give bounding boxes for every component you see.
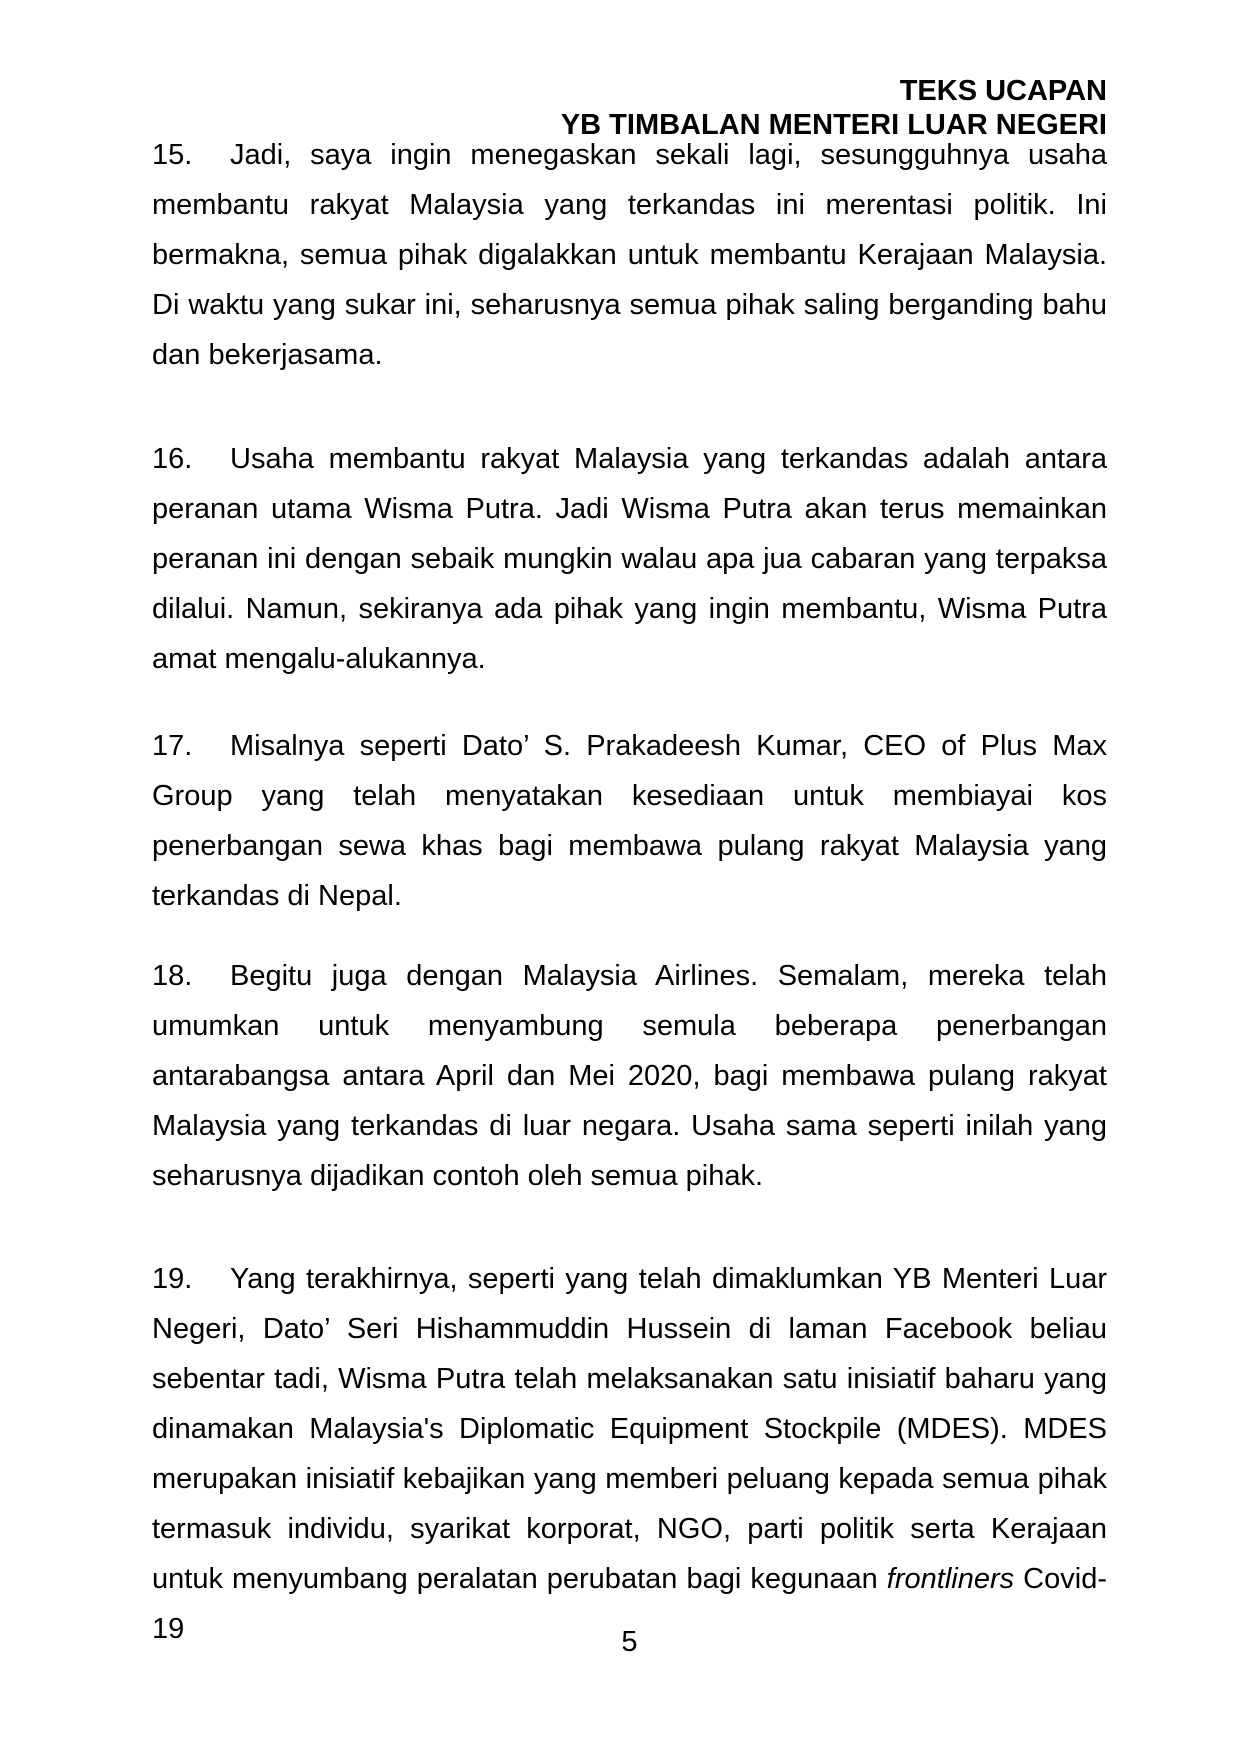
paragraph-19-text: Yang terakhirnya, seperti yang telah dimaklumkan YB Menteri Luar Negeri, Dato’ Seri Hishammuddin Hussein di laman Facebook beliau sebentar tadi, Wisma Putra telah melaksanakan satu inisiatif baharu yang dinamakan Malaysia's Diplomatic Equipment Stockpile (MDES). MDES merupakan inisiatif kebajikan yang memberi peluang kepada semua pihak termasuk individu, syarikat korporat, NGO, parti politik serta Kerajaan untuk menyumbang peralatan perubatan bagi kegunaan xyxy=(152,1263,1107,1595)
paragraph-18-text: Begitu juga dengan Malaysia Airlines. Semalam, mereka telah umumkan untuk menyambung semula beberapa penerbangan antarabangsa antara April dan Mei 2020, bagi membawa pulang rakyat Malaysia yang terkandas di luar negara. Usaha sama seperti inilah yang seharusnya dijadikan contoh oleh semua pihak. xyxy=(152,960,1107,1192)
document-content xyxy=(152,74,1107,1654)
paragraph-16-number: 16. xyxy=(152,443,193,475)
paragraph-19-text-after: Covid-19 xyxy=(152,1563,1107,1645)
paragraph-17-number: 17. xyxy=(152,730,193,762)
paragraph-15-text: Jadi, saya ingin menegaskan sekali lagi, sesungguhnya usaha membantu rakyat Malaysia yang terkandas ini merentasi politik. Ini bermakna, semua pihak digalakkan untuk membantu Kerajaan Malaysia. Di waktu yang sukar ini, seharusnya semua pihak saling berganding bahu dan bekerjasama. xyxy=(152,139,1107,371)
header-title-line-2: YB TIMBALAN MENTERI LUAR NEGERI xyxy=(560,109,1107,141)
paragraph-19-italic-text: frontliners xyxy=(886,1563,1015,1595)
paragraph-16-text: Usaha membantu rakyat Malaysia yang terkandas adalah antara peranan utama Wisma Putra. Jadi Wisma Putra akan terus memainkan peranan ini dengan sebaik mungkin walau apa jua cabaran yang terpaksa dilalui. Namun, sekiranya ada pihak yang ingin membantu, Wisma Putra amat mengalu-alukannya. xyxy=(152,443,1107,675)
paragraph-18 xyxy=(152,951,1107,1201)
paragraph-15-number: 15. xyxy=(152,139,193,171)
paragraph-17 xyxy=(152,721,1107,921)
paragraph-19-number: 19. xyxy=(152,1263,193,1295)
paragraph-18-number: 18. xyxy=(152,960,193,992)
page-footer xyxy=(152,1625,1107,1659)
paragraph-16 xyxy=(152,434,1107,684)
header-title-line-1: TEKS UCAPAN xyxy=(899,75,1107,107)
paragraph-19 xyxy=(152,1254,1107,1654)
paragraph-17-text: Misalnya seperti Dato’ S. Prakadeesh Kumar, CEO of Plus Max Group yang telah menyatakan kesediaan untuk membiayai kos penerbangan sewa khas bagi membawa pulang rakyat Malaysia yang terkandas di Nepal. xyxy=(152,730,1107,912)
page-number: 5 xyxy=(621,1626,638,1658)
paragraph-15 xyxy=(152,130,1107,380)
